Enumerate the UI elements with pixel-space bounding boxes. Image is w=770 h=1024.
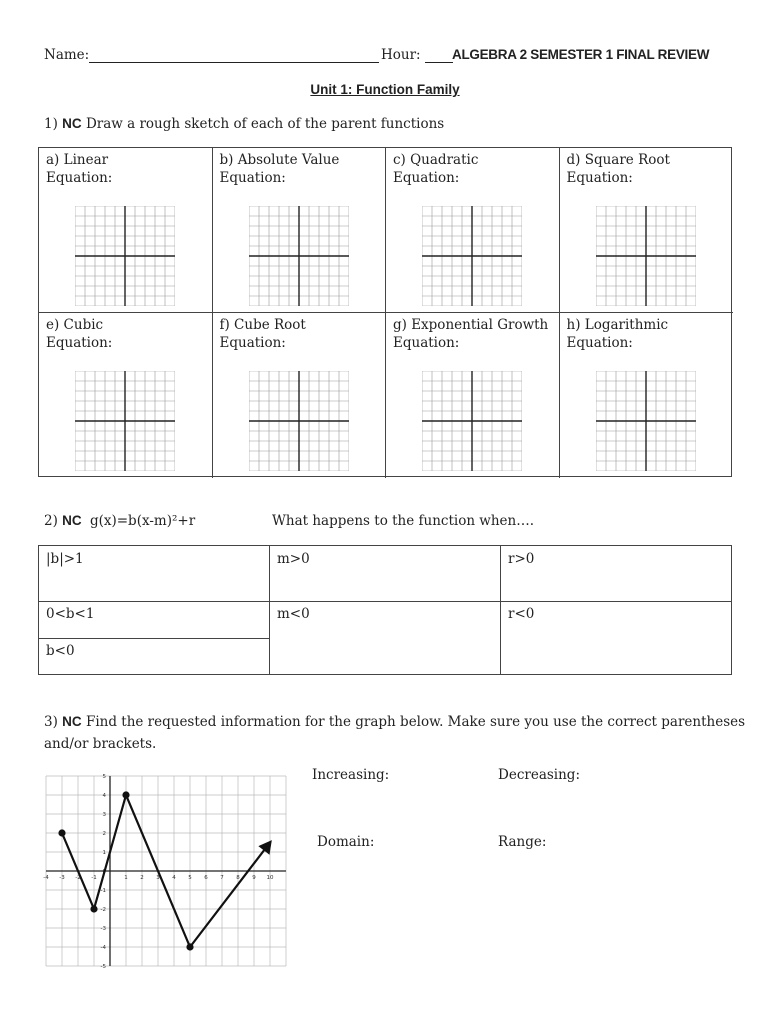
domain-label: Domain: — [317, 834, 375, 850]
y-tick-label: -5 — [100, 964, 106, 970]
q3-number: 3) — [44, 714, 58, 730]
q3-prompt — [44, 711, 745, 755]
cell-label: a) Linear — [46, 152, 109, 168]
cell-absolute-value[interactable] — [213, 148, 387, 313]
coordinate-grid[interactable] — [75, 206, 175, 306]
y-tick-label: 2 — [102, 831, 106, 837]
cell-label: m<0 — [277, 606, 310, 622]
equation-label: Equation: — [566, 335, 633, 351]
equation-label: Equation: — [219, 170, 286, 186]
name-field[interactable] — [44, 47, 379, 63]
q1-text: Draw a rough sketch of each of the parent functions — [85, 116, 445, 132]
x-tick-label: -4 — [43, 875, 49, 881]
cell-label: b) Absolute Value — [219, 152, 340, 168]
hour-label: Hour: — [381, 47, 421, 63]
x-tick-label: 4 — [172, 875, 176, 881]
cell-label: r<0 — [508, 606, 535, 622]
y-tick-label: -4 — [100, 945, 106, 951]
name-label: Name: — [44, 47, 90, 63]
y-tick-label: -3 — [100, 926, 106, 932]
cell-exponential-growth[interactable] — [386, 313, 560, 478]
q3-text-line2: and/or brackets. — [44, 736, 157, 752]
cell-label: 0<b<1 — [46, 606, 95, 622]
transformations-table — [38, 545, 732, 675]
data-point — [186, 943, 193, 950]
range-label: Range: — [498, 834, 547, 850]
y-tick-label: -2 — [100, 907, 106, 913]
q1-number: 1) — [44, 116, 58, 132]
y-tick-label: 1 — [102, 850, 106, 856]
q3-graph — [40, 772, 292, 970]
cell-m-positive[interactable] — [270, 546, 500, 601]
coordinate-grid[interactable] — [422, 371, 522, 471]
equation-label: Equation: — [46, 335, 113, 351]
coordinate-grid[interactable] — [596, 206, 696, 306]
coordinate-grid[interactable] — [249, 206, 349, 306]
parent-functions-table — [38, 147, 732, 477]
cell-label: h) Logarithmic — [566, 317, 669, 333]
cell-logarithmic[interactable] — [560, 313, 734, 478]
x-tick-label: 1 — [124, 875, 128, 881]
q2-question: What happens to the function when…. — [272, 513, 535, 529]
x-tick-label: -3 — [59, 875, 65, 881]
cell-label: |b|>1 — [46, 551, 84, 567]
cell-b-between[interactable] — [39, 601, 269, 638]
q1-prompt — [44, 116, 444, 132]
increasing-label: Increasing: — [312, 767, 390, 783]
q2-prompt — [44, 513, 195, 529]
hour-blank[interactable] — [425, 49, 453, 63]
cell-square-root[interactable] — [560, 148, 734, 313]
page-title: ALGEBRA 2 SEMESTER 1 FINAL REVIEW — [452, 47, 710, 62]
arrow-head — [258, 840, 271, 855]
cell-b-greater-1[interactable] — [39, 546, 269, 601]
hour-field[interactable] — [381, 47, 453, 63]
cell-label: f) Cube Root — [219, 317, 306, 333]
y-tick-label: -1 — [100, 888, 106, 894]
coordinate-grid[interactable] — [75, 371, 175, 471]
coordinate-grid[interactable] — [422, 206, 522, 306]
cell-quadratic[interactable] — [386, 148, 560, 313]
cell-r-negative[interactable] — [501, 601, 731, 674]
q3-tag: NC — [62, 714, 82, 729]
cell-label: r>0 — [508, 551, 535, 567]
cell-label: e) Cubic — [46, 317, 104, 333]
y-tick-label: 5 — [102, 774, 106, 780]
decreasing-label: Decreasing: — [498, 767, 580, 783]
cell-b-negative[interactable] — [39, 638, 269, 674]
x-tick-label: 3 — [156, 875, 160, 881]
x-tick-label: -2 — [75, 875, 81, 881]
equation-label: Equation: — [393, 170, 460, 186]
cell-cube-root[interactable] — [213, 313, 387, 478]
q2-tag: NC — [62, 513, 82, 528]
q1-tag: NC — [62, 116, 82, 131]
cell-cubic[interactable] — [39, 313, 213, 478]
data-point — [90, 905, 97, 912]
data-point — [122, 791, 129, 798]
data-point — [58, 829, 65, 836]
equation-label: Equation: — [566, 170, 633, 186]
cell-label: m>0 — [277, 551, 310, 567]
y-tick-label: 3 — [102, 812, 106, 818]
cell-m-negative[interactable] — [270, 601, 500, 674]
y-tick-label: 4 — [102, 793, 106, 799]
equation-label: Equation: — [393, 335, 460, 351]
cell-r-positive[interactable] — [501, 546, 731, 601]
x-tick-label: -1 — [91, 875, 97, 881]
q2-number: 2) — [44, 513, 58, 529]
cell-label: g) Exponential Growth — [393, 317, 549, 333]
x-tick-label: 6 — [204, 875, 208, 881]
coordinate-grid[interactable] — [596, 371, 696, 471]
equation-label: Equation: — [219, 335, 286, 351]
q2-equation: g(x)=b(x-m)²+r — [89, 513, 196, 529]
x-tick-label: 2 — [140, 875, 144, 881]
x-tick-label: 9 — [252, 875, 256, 881]
coordinate-grid[interactable] — [249, 371, 349, 471]
cell-linear[interactable] — [39, 148, 213, 313]
unit-title: Unit 1: Function Family — [310, 82, 460, 97]
x-tick-label: 10 — [266, 875, 274, 881]
x-tick-label: 7 — [220, 875, 224, 881]
cell-label: b<0 — [46, 643, 75, 659]
cell-label: c) Quadratic — [393, 152, 479, 168]
cell-label: d) Square Root — [566, 152, 670, 168]
name-blank[interactable] — [89, 49, 379, 63]
x-tick-label: 8 — [236, 875, 240, 881]
x-tick-label: 5 — [188, 875, 192, 881]
q3-text-line1: Find the requested information for the graph below. Make sure you use the correct parentheses — [85, 714, 746, 730]
equation-label: Equation: — [46, 170, 113, 186]
y-tick-label: 0 — [102, 869, 106, 875]
